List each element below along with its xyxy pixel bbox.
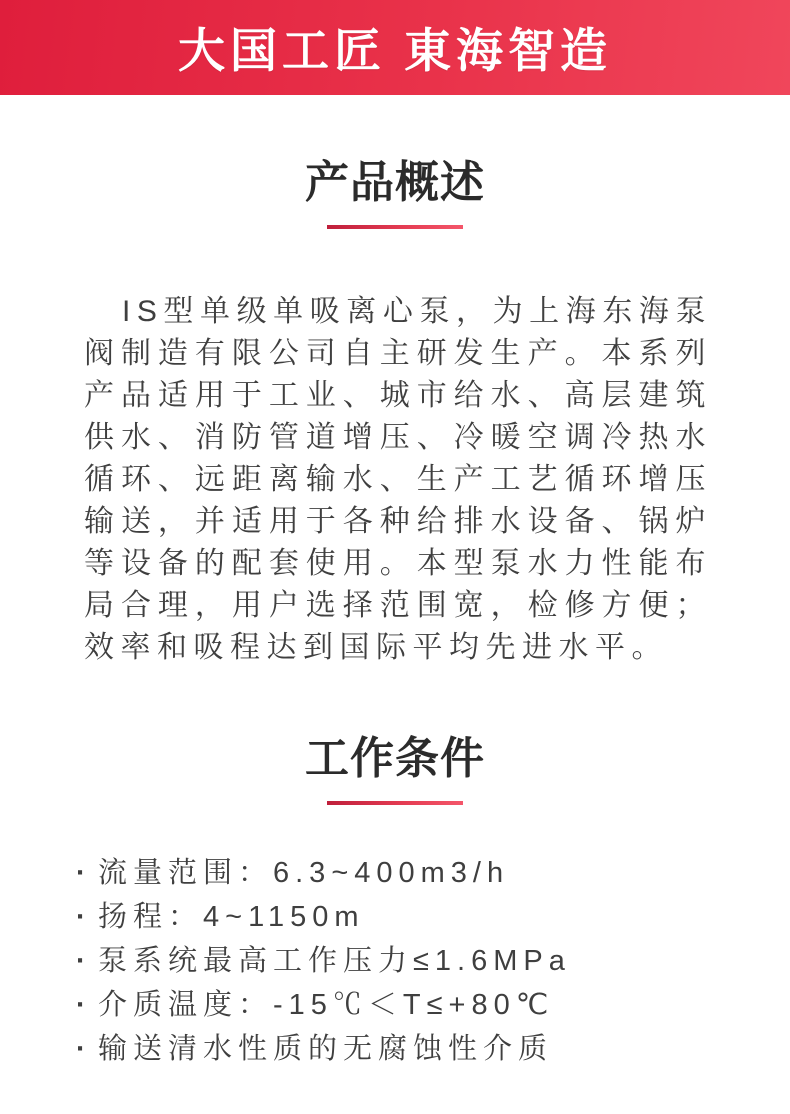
bullet-dot-icon: · bbox=[76, 1033, 92, 1065]
condition-head-range: 扬程：4~1150m bbox=[98, 901, 365, 933]
list-item bbox=[76, 851, 730, 895]
list-item bbox=[76, 939, 730, 983]
bullet-dot-icon: · bbox=[76, 857, 92, 889]
list-item bbox=[76, 895, 730, 939]
section-working-conditions bbox=[0, 733, 790, 1071]
list-item bbox=[76, 983, 730, 1027]
condition-medium-type: 输送清水性质的无腐蚀性介质 bbox=[98, 1033, 554, 1065]
overview-section-title: 产品概述 bbox=[305, 158, 485, 207]
conditions-title-underline bbox=[327, 801, 463, 805]
overview-paragraph: IS型单级单吸离心泵，为上海东海泵阀制造有限公司自主研发生产。本系列产品适用于工业、城市给水、高层建筑供水、消防管道增压、冷暖空调冷热水循环、远距离输水、生产工艺循环增压输送，并适用于各种给排水设备、锅炉等设备的配套使用。本型泵水力性能布局合理，用户选择范围宽，检修方便；效率和吸程达到国际平均先进水平。 bbox=[84, 295, 712, 664]
condition-medium-temperature: 介质温度：-15℃＜T≤+80℃ bbox=[98, 989, 555, 1021]
banner-title: 大国工匠 東海智造 bbox=[177, 24, 613, 77]
conditions-list bbox=[76, 851, 730, 1071]
list-item bbox=[76, 1027, 730, 1071]
condition-max-pressure: 泵系统最高工作压力≤1.6MPa bbox=[98, 945, 571, 977]
condition-flow-range: 流量范围：6.3~400m3/h bbox=[98, 857, 510, 889]
overview-title-underline bbox=[327, 225, 463, 229]
bullet-dot-icon: · bbox=[76, 989, 92, 1021]
section-product-overview bbox=[0, 157, 790, 669]
bullet-dot-icon: · bbox=[76, 901, 92, 933]
brand-banner bbox=[0, 0, 790, 95]
conditions-section-title: 工作条件 bbox=[305, 734, 485, 783]
bullet-dot-icon: · bbox=[76, 945, 92, 977]
